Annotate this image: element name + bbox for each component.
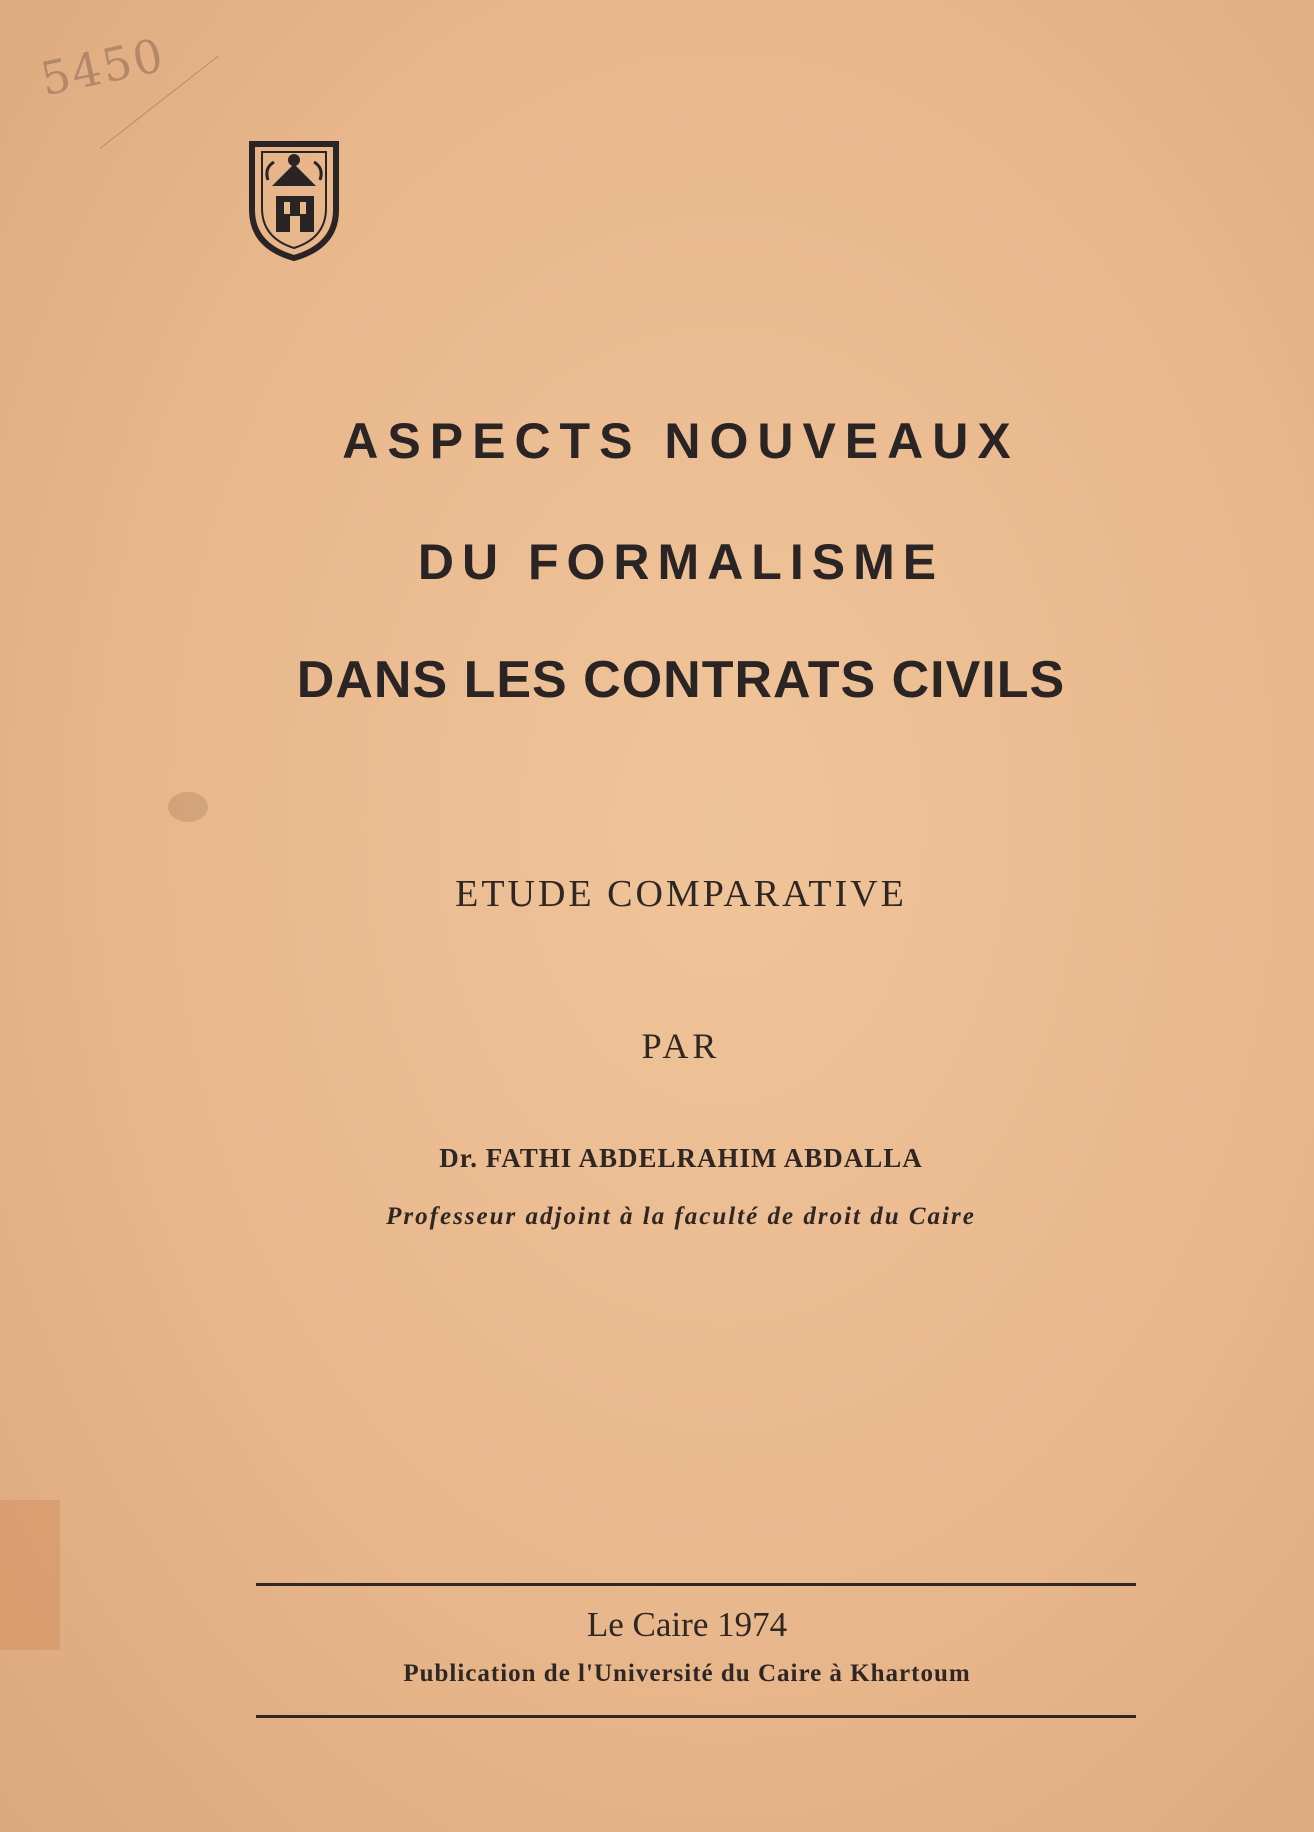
bottom-divider	[256, 1715, 1136, 1718]
title-line-1: ASPECTS NOUVEAUX	[342, 413, 1020, 469]
publisher-line: Publication de l'Université du Caire à Khartoum	[403, 1660, 971, 1687]
subtitle: ETUDE COMPARATIVE	[455, 873, 907, 915]
paper-stain	[168, 792, 208, 822]
author-affiliation: Professeur adjoint à la faculté de droit du Caire	[386, 1203, 976, 1230]
title-line-3: DANS LES CONTRATS CIVILS	[296, 651, 1066, 709]
handwritten-shelf-mark: 5450	[35, 27, 170, 107]
university-crest-icon	[246, 138, 342, 262]
by-label: PAR	[641, 1026, 721, 1066]
title-line-2: DU FORMALISME	[417, 534, 945, 590]
place-and-year: Le Caire 1974	[586, 1605, 788, 1644]
top-divider	[256, 1583, 1136, 1586]
author-name: Dr. FATHI ABDELRAHIM ABDALLA	[439, 1143, 923, 1173]
